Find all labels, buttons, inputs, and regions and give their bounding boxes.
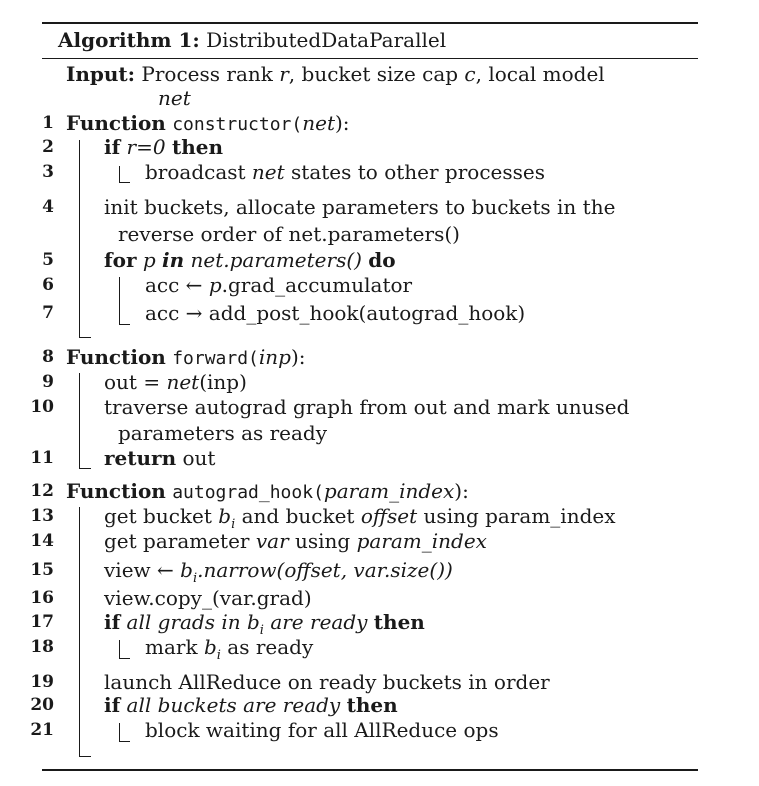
line-number: 15 — [30, 560, 54, 580]
line-subscript: i — [231, 517, 236, 532]
line-number: 7 — [42, 303, 54, 323]
line-text: (inp) — [199, 370, 247, 394]
line-subscript: i — [216, 648, 221, 663]
return-keyword: return — [104, 446, 177, 470]
if-condition: all grads in b — [120, 610, 260, 634]
line-number: 1 — [42, 113, 54, 133]
input-line — [66, 62, 605, 86]
line-text: broadcast — [145, 160, 252, 184]
line-number: 13 — [30, 506, 54, 526]
if-keyword: if — [104, 135, 121, 159]
line-var: p — [208, 273, 222, 297]
function-name: forward( — [172, 348, 259, 369]
line-text: get parameter — [104, 529, 256, 553]
function-keyword: Function — [66, 345, 166, 369]
line-text: .narrow(offset, var.size()) — [197, 558, 453, 582]
line-subscript: i — [192, 571, 198, 586]
in-keyword: in — [162, 248, 185, 272]
line-subscript: i — [259, 623, 264, 638]
function-name: constructor( — [172, 114, 303, 135]
then-keyword: then — [346, 693, 398, 717]
input-var-c: c — [464, 62, 476, 86]
do-keyword: do — [368, 248, 396, 272]
line-text: out = — [104, 370, 167, 394]
if-condition: r=0 — [120, 135, 172, 159]
block-end-for — [119, 324, 130, 325]
input-text-d: , local model — [475, 62, 605, 86]
line-number: 19 — [30, 672, 54, 692]
line-number: 20 — [30, 695, 54, 715]
block-line-if-grads — [119, 640, 120, 659]
line-number: 12 — [30, 481, 54, 501]
algorithm-caption — [58, 28, 446, 52]
then-keyword: then — [373, 610, 425, 634]
caption-title: DistributedDataParallel — [206, 28, 447, 52]
block-line-autograd-hook — [79, 507, 80, 757]
line-number: 6 — [42, 275, 54, 295]
input-line-2 — [158, 86, 191, 110]
input-text-a: Process rank — [141, 62, 280, 86]
line-text: using param_index — [417, 504, 616, 528]
line-number: 10 — [30, 397, 54, 417]
block-end-forward — [79, 468, 91, 469]
block-end-if-buckets — [119, 741, 130, 742]
caption-label: Algorithm 1: — [58, 28, 200, 52]
loop-var: p — [136, 248, 163, 272]
line-var: offset — [360, 504, 418, 528]
block-line-constructor — [79, 140, 80, 338]
line-text: view ← — [104, 558, 181, 582]
line-text: launch AllReduce on ready buckets in order — [104, 670, 550, 694]
function-arg: net — [302, 111, 335, 135]
line-number: 16 — [30, 588, 54, 608]
line-var: b — [203, 635, 217, 659]
line-text: as ready — [220, 635, 314, 659]
line-text: reverse order of net.parameters() — [118, 222, 460, 246]
block-end-autograd-hook — [79, 756, 91, 757]
then-keyword: then — [171, 135, 224, 159]
block-line-forward — [79, 373, 80, 469]
line-text: out — [176, 446, 216, 470]
line-text: get bucket — [104, 504, 219, 528]
if-condition: all buckets are ready — [120, 693, 347, 717]
block-line-if-rank — [119, 166, 120, 183]
block-line-if-buckets — [119, 723, 120, 742]
line-number: 3 — [42, 162, 54, 182]
function-arg: inp — [258, 345, 291, 369]
line-var: b — [180, 558, 193, 582]
line-number: 21 — [30, 720, 54, 740]
block-end-if-grads — [119, 658, 130, 659]
line-text: .grad_accumulator — [221, 273, 413, 297]
top-rule — [42, 22, 698, 24]
if-keyword: if — [104, 610, 121, 634]
input-var-r: r — [279, 62, 289, 86]
line-text: parameters as ready — [118, 421, 328, 445]
line-number: 9 — [42, 372, 54, 392]
line-text: block waiting for all AllReduce ops — [145, 718, 499, 742]
input-text-b: , bucket size cap — [288, 62, 465, 86]
line-var: net — [251, 160, 285, 184]
line-var: net — [166, 370, 200, 394]
line-text: and bucket — [235, 504, 361, 528]
line-number: 4 — [42, 197, 54, 217]
line-text: states to other processes — [284, 160, 545, 184]
input-net: net — [158, 86, 191, 110]
line-text: acc → add_post_hook(autograd_hook) — [145, 301, 526, 325]
function-arg: param_index — [323, 479, 455, 503]
line-number: 8 — [42, 347, 54, 367]
function-keyword: Function — [66, 111, 166, 135]
input-label: Input: — [66, 62, 136, 86]
loop-iter: net.parameters() — [184, 248, 369, 272]
line-text: traverse autograd graph from out and mark unused — [104, 395, 630, 419]
block-line-for — [119, 277, 120, 325]
if-condition: are ready — [263, 610, 374, 634]
line-var: b — [218, 504, 232, 528]
line-text: mark — [145, 635, 204, 659]
line-text: init buckets, allocate parameters to buckets in the — [104, 195, 616, 219]
line-var: param_index — [356, 529, 487, 553]
for-keyword: for — [104, 248, 137, 272]
function-end: ): — [290, 345, 306, 369]
line-number: 18 — [30, 637, 54, 657]
line-var: var — [255, 529, 289, 553]
if-keyword: if — [104, 693, 121, 717]
block-end-if-rank — [119, 182, 130, 183]
function-name: autograd_hook( — [172, 482, 324, 503]
function-end: ): — [335, 111, 350, 135]
line-text: using — [288, 529, 357, 553]
line-text: view.copy_(var.grad) — [104, 586, 312, 610]
bottom-rule — [42, 769, 698, 771]
line-number: 2 — [42, 137, 54, 157]
line-number: 11 — [30, 448, 54, 468]
function-keyword: Function — [66, 479, 166, 503]
function-end: ): — [454, 479, 469, 503]
line-number: 17 — [30, 612, 54, 632]
line-number: 14 — [30, 531, 54, 551]
caption-rule — [42, 58, 698, 59]
line-text: acc ← — [145, 273, 209, 297]
block-end-constructor — [79, 337, 91, 338]
line-number: 5 — [42, 250, 54, 270]
